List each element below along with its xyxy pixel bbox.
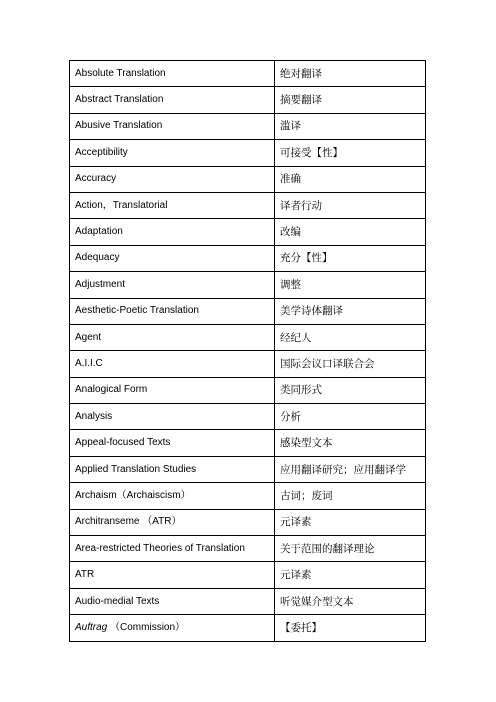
- term-chinese: 改编: [275, 219, 426, 245]
- term-chinese: 应用翻译研究；应用翻译学: [275, 456, 426, 482]
- term-chinese: 可接受【性】: [275, 140, 426, 166]
- term-chinese: 美学诗体翻译: [275, 298, 426, 324]
- term-english: Acceptibility: [70, 140, 275, 166]
- term-chinese: 元译素: [275, 509, 426, 535]
- table-row: [70, 140, 426, 166]
- term-english: Appeal-focused Texts: [70, 430, 275, 456]
- term-english: Absolute Translation: [70, 61, 275, 87]
- term-english: Aesthetic-Poetic Translation: [70, 298, 275, 324]
- term-english: Applied Translation Studies: [70, 456, 275, 482]
- term-english: Accuracy: [70, 166, 275, 192]
- term-chinese: 感染型文本: [275, 430, 426, 456]
- table-row: [70, 245, 426, 271]
- term-english: Abstract Translation: [70, 87, 275, 113]
- table-row: [70, 324, 426, 350]
- glossary-table: [69, 60, 426, 642]
- table-row: [70, 404, 426, 430]
- table-row: [70, 615, 426, 641]
- term-chinese: 经纪人: [275, 324, 426, 350]
- term-english: Audio-medial Texts: [70, 588, 275, 614]
- table-row: [70, 272, 426, 298]
- table-row: [70, 113, 426, 139]
- table-row: [70, 536, 426, 562]
- term-english-rest: （Commission）: [107, 621, 186, 633]
- term-english: [70, 615, 275, 641]
- term-chinese: 类同形式: [275, 377, 426, 403]
- term-chinese: 【委托】: [275, 615, 426, 641]
- term-chinese: 充分【性】: [275, 245, 426, 271]
- term-chinese: 绝对翻译: [275, 61, 426, 87]
- table-row: [70, 87, 426, 113]
- term-english: Action，Translatorial: [70, 192, 275, 218]
- table-row: [70, 61, 426, 87]
- term-english: Adaptation: [70, 219, 275, 245]
- term-chinese: 译者行动: [275, 192, 426, 218]
- term-english: Archaism（Archaiscism）: [70, 483, 275, 509]
- term-english-italic: Auftrag: [75, 621, 108, 633]
- term-english: A.I.I.C: [70, 351, 275, 377]
- term-chinese: 滥译: [275, 113, 426, 139]
- term-english: Adjustment: [70, 272, 275, 298]
- table-row: [70, 509, 426, 535]
- table-row: [70, 298, 426, 324]
- term-english: Abusive Translation: [70, 113, 275, 139]
- table-row: [70, 166, 426, 192]
- table-row: [70, 588, 426, 614]
- term-chinese: 分析: [275, 404, 426, 430]
- term-english: Area-restricted Theories of Translation: [70, 536, 275, 562]
- term-chinese: 听觉媒介型文本: [275, 588, 426, 614]
- term-chinese: 关于范围的翻译理论: [275, 536, 426, 562]
- table-row: [70, 192, 426, 218]
- term-english: Agent: [70, 324, 275, 350]
- term-chinese: 准确: [275, 166, 426, 192]
- table-row: [70, 562, 426, 588]
- term-chinese: 摘要翻译: [275, 87, 426, 113]
- term-chinese: 国际会议口译联合会: [275, 351, 426, 377]
- term-english: Analogical Form: [70, 377, 275, 403]
- table-row: [70, 483, 426, 509]
- term-chinese: 古词；废词: [275, 483, 426, 509]
- term-english: Architranseme （ATR）: [70, 509, 275, 535]
- table-row: [70, 430, 426, 456]
- table-row: [70, 219, 426, 245]
- term-chinese: 调整: [275, 272, 426, 298]
- table-row: [70, 456, 426, 482]
- term-english: Analysis: [70, 404, 275, 430]
- term-english: Adequacy: [70, 245, 275, 271]
- term-chinese: 元译素: [275, 562, 426, 588]
- term-english: ATR: [70, 562, 275, 588]
- table-row: [70, 377, 426, 403]
- table-row: [70, 351, 426, 377]
